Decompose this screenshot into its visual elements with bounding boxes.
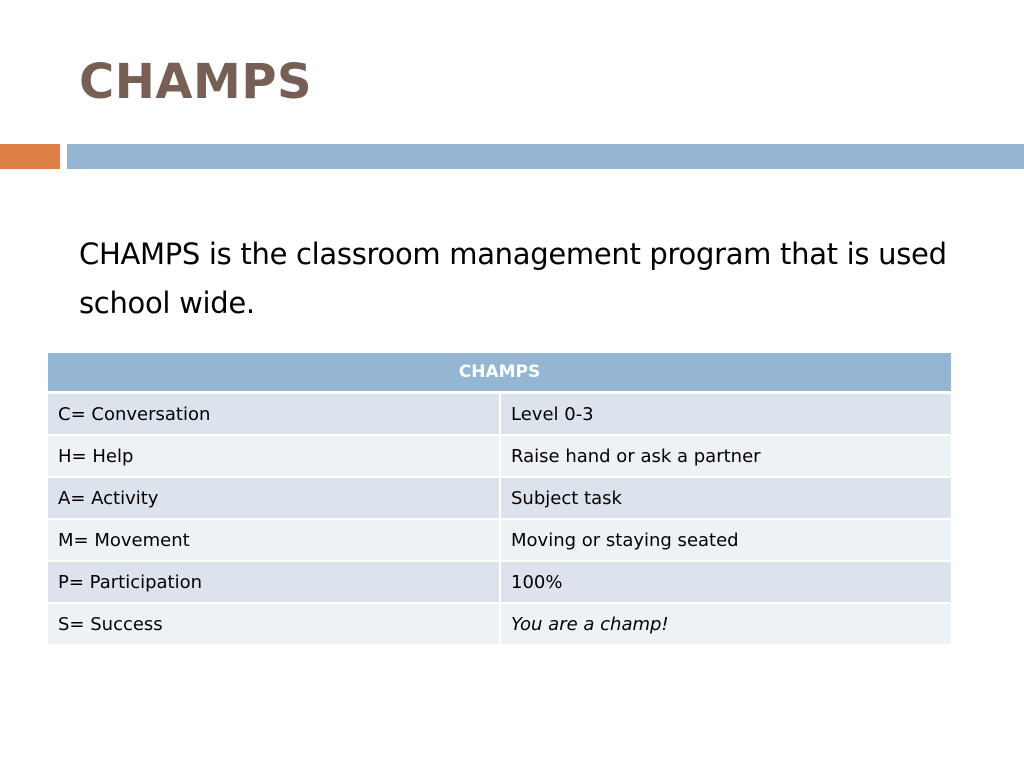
slide-title: CHAMPS [79, 54, 313, 110]
letter-cell: S= Success [48, 604, 501, 646]
letter-cell: M= Movement [48, 520, 501, 562]
champs-table [48, 353, 951, 646]
accent-bar-blue [67, 144, 1024, 169]
meaning-cell: Raise hand or ask a partner [501, 436, 951, 478]
accent-bar-orange [0, 144, 60, 169]
meaning-cell: 100% [501, 562, 951, 604]
slide-body-text: CHAMPS is the classroom management program that is used school wide. [79, 237, 947, 320]
letter-cell: A= Activity [48, 478, 501, 520]
meaning-cell: Subject task [501, 478, 951, 520]
letter-cell: H= Help [48, 436, 501, 478]
table-row [48, 604, 951, 646]
letter-cell: P= Participation [48, 562, 501, 604]
meaning-cell: Level 0-3 [501, 394, 951, 436]
table-row [48, 478, 951, 520]
table-row [48, 562, 951, 604]
table-row [48, 394, 951, 436]
table-row [48, 520, 951, 562]
table-header-row [48, 353, 951, 394]
meaning-cell: Moving or staying seated [501, 520, 951, 562]
table-header: CHAMPS [48, 353, 951, 394]
meaning-cell: You are a champ! [501, 604, 951, 646]
letter-cell: C= Conversation [48, 394, 501, 436]
table-row [48, 436, 951, 478]
